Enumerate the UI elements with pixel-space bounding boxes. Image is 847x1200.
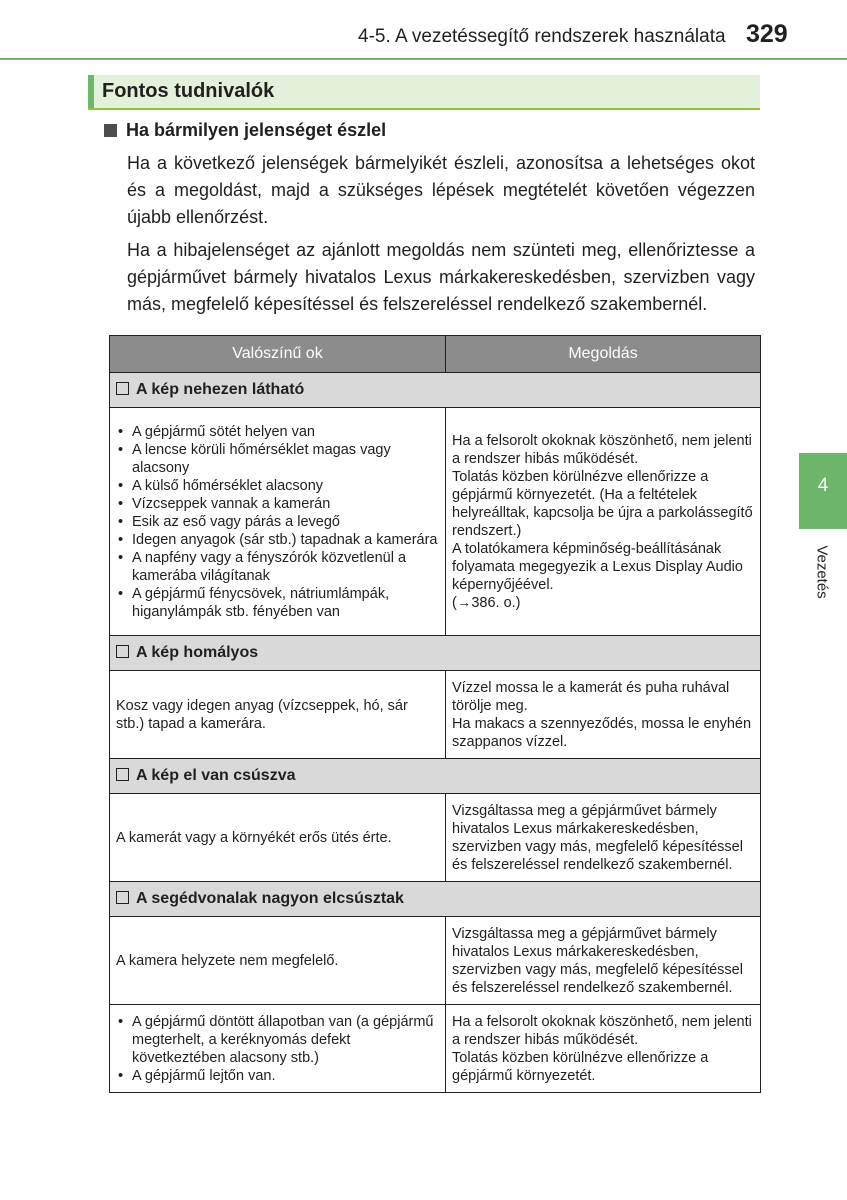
section-heading-bar (88, 75, 760, 108)
intro-paragraph-1: Ha a következő jelenségek bármelyikét észleli, azonosítsa a lehetséges okot és a megoldást, majd a szükséges lépések megtételét követően végezzen újabb ellenőrzést. (127, 153, 755, 227)
cause-cell (110, 917, 446, 1005)
page-header (0, 0, 847, 60)
cause-list-item: • A külső hőmérséklet alacsony (116, 477, 439, 495)
category-title: A kép homályos (136, 644, 259, 661)
table-header-row (110, 336, 761, 373)
solution-text: Ha a felsorolt okoknak köszönhető, nem jelenti a rendszer hibás működését. (452, 432, 752, 467)
header-divider (0, 58, 847, 60)
cause-list-item: • A gépjármű sötét helyen van (116, 423, 439, 441)
table-row (110, 671, 761, 759)
chapter-tab (799, 453, 847, 529)
category-title: A kép el van csúszva (136, 767, 296, 784)
category-cell (110, 636, 761, 671)
table-row (110, 794, 761, 882)
category-cell (110, 882, 761, 917)
category-row (110, 636, 761, 671)
category-cell (110, 759, 761, 794)
cause-list-item: • Vízcseppek vannak a kamerán (116, 495, 439, 513)
table-body (110, 373, 761, 1093)
checkbox-icon (116, 382, 129, 395)
category-row (110, 373, 761, 408)
cause-list-item: • Esik az eső vagy párás a levegő (116, 513, 439, 531)
table-row (110, 1005, 761, 1093)
header-title: 4-5. A vezetéssegítő rendszerek használata (358, 26, 726, 47)
table-row (110, 917, 761, 1005)
solution-text: (→386. o.) (452, 594, 521, 611)
cause-text: A kamerát vagy a környékét erős ütés érte. (116, 829, 392, 846)
cause-cell (110, 794, 446, 882)
chapter-label: Vezetés (813, 545, 831, 599)
checkbox-icon (116, 768, 129, 781)
cause-list-item: • A lencse körüli hőmérséklet magas vagy alacsony (116, 441, 439, 477)
category-cell (110, 373, 761, 408)
cause-list-item: • A napfény vagy a fényszórók közvetlenül a kamerába világítanak (116, 549, 439, 585)
solution-text: Ha a felsorolt okoknak köszönhető, nem jelenti a rendszer hibás működését. (452, 1013, 752, 1048)
solution-text: Vízzel mossa le a kamerát és puha ruhával törölje meg. (452, 679, 730, 714)
page-number: 329 (746, 20, 788, 48)
checkbox-icon (116, 645, 129, 658)
checkbox-icon (116, 891, 129, 904)
section-title: Fontos tudnivalók (102, 80, 275, 102)
category-row (110, 882, 761, 917)
solution-cell (446, 1005, 761, 1093)
solution-text: Tolatás közben körülnézve ellenőrizze a gépjármű környezetét. (452, 1049, 709, 1084)
cause-cell (110, 1005, 446, 1093)
category-title: A segédvonalak nagyon elcsúsztak (136, 890, 404, 907)
square-bullet-icon (104, 124, 117, 137)
solution-text: Tolatás közben körülnézve ellenőrizze a gépjármű környezetét. (Ha a feltételek helyreálltak, kapcsolja be újra a parkolássegítő rendszert.) (452, 468, 753, 539)
cause-text: A kamera helyzete nem megfelelő. (116, 952, 339, 969)
cause-list-item: • Idegen anyagok (sár stb.) tapadnak a kamerára (116, 531, 439, 549)
cause-list (116, 1013, 439, 1085)
cause-text: Kosz vagy idegen anyag (vízcseppek, hó, sár stb.) tapad a kamerára. (116, 697, 408, 732)
cause-list (116, 423, 439, 621)
section-underline (88, 108, 760, 110)
subheading-text: Ha bármilyen jelenséget észlel (126, 120, 387, 140)
solution-text: Ha makacs a szennyeződés, mossa le enyhén szappanos vízzel. (452, 715, 752, 750)
cause-list-item: • A gépjármű fénycsövek, nátriumlámpák, higanylámpák stb. fényében van (116, 585, 439, 621)
troubleshooting-table (109, 335, 761, 1093)
cause-cell (110, 671, 446, 759)
header-solution: Megoldás (446, 336, 761, 373)
solution-text: Vizsgáltassa meg a gépjárművet bármely hivatalos Lexus márkakereskedésben, szervizben vagy más, megfelelő képesítéssel és felszereléssel rendelkező szakembernél. (452, 802, 743, 873)
table-row (110, 408, 761, 636)
solution-cell (446, 408, 761, 636)
category-title: A kép nehezen látható (136, 381, 305, 398)
subheading (104, 120, 386, 141)
solution-text: Vizsgáltassa meg a gépjárművet bármely hivatalos Lexus márkakereskedésben, szervizben vagy más, megfelelő képesítéssel és felszereléssel rendelkező szakembernél. (452, 925, 743, 996)
cause-cell (110, 408, 446, 636)
solution-cell (446, 671, 761, 759)
category-row (110, 759, 761, 794)
solution-text: A tolatókamera képminőség-beállításának folyamata megegyezik a Lexus Display Audio képernyőjéével. (452, 540, 743, 593)
chapter-number: 4 (817, 475, 829, 496)
cause-list-item: • A gépjármű döntött állapotban van (a gépjármű megterhelt, a keréknyomás defekt következtében alacsony stb.) (116, 1013, 439, 1067)
header-cause: Valószínű ok (110, 336, 446, 373)
solution-cell (446, 917, 761, 1005)
intro-paragraph-2: Ha a hibajelenséget az ajánlott megoldás nem szünteti meg, ellenőriztesse a gépjárművet bármely hivatalos Lexus márkakereskedésben, szervizben vagy más, megfelelő képesítéssel és felszereléssel rendelkező szakembernél. (127, 240, 755, 314)
solution-cell (446, 794, 761, 882)
cause-list-item: • A gépjármű lejtőn van. (116, 1067, 439, 1085)
